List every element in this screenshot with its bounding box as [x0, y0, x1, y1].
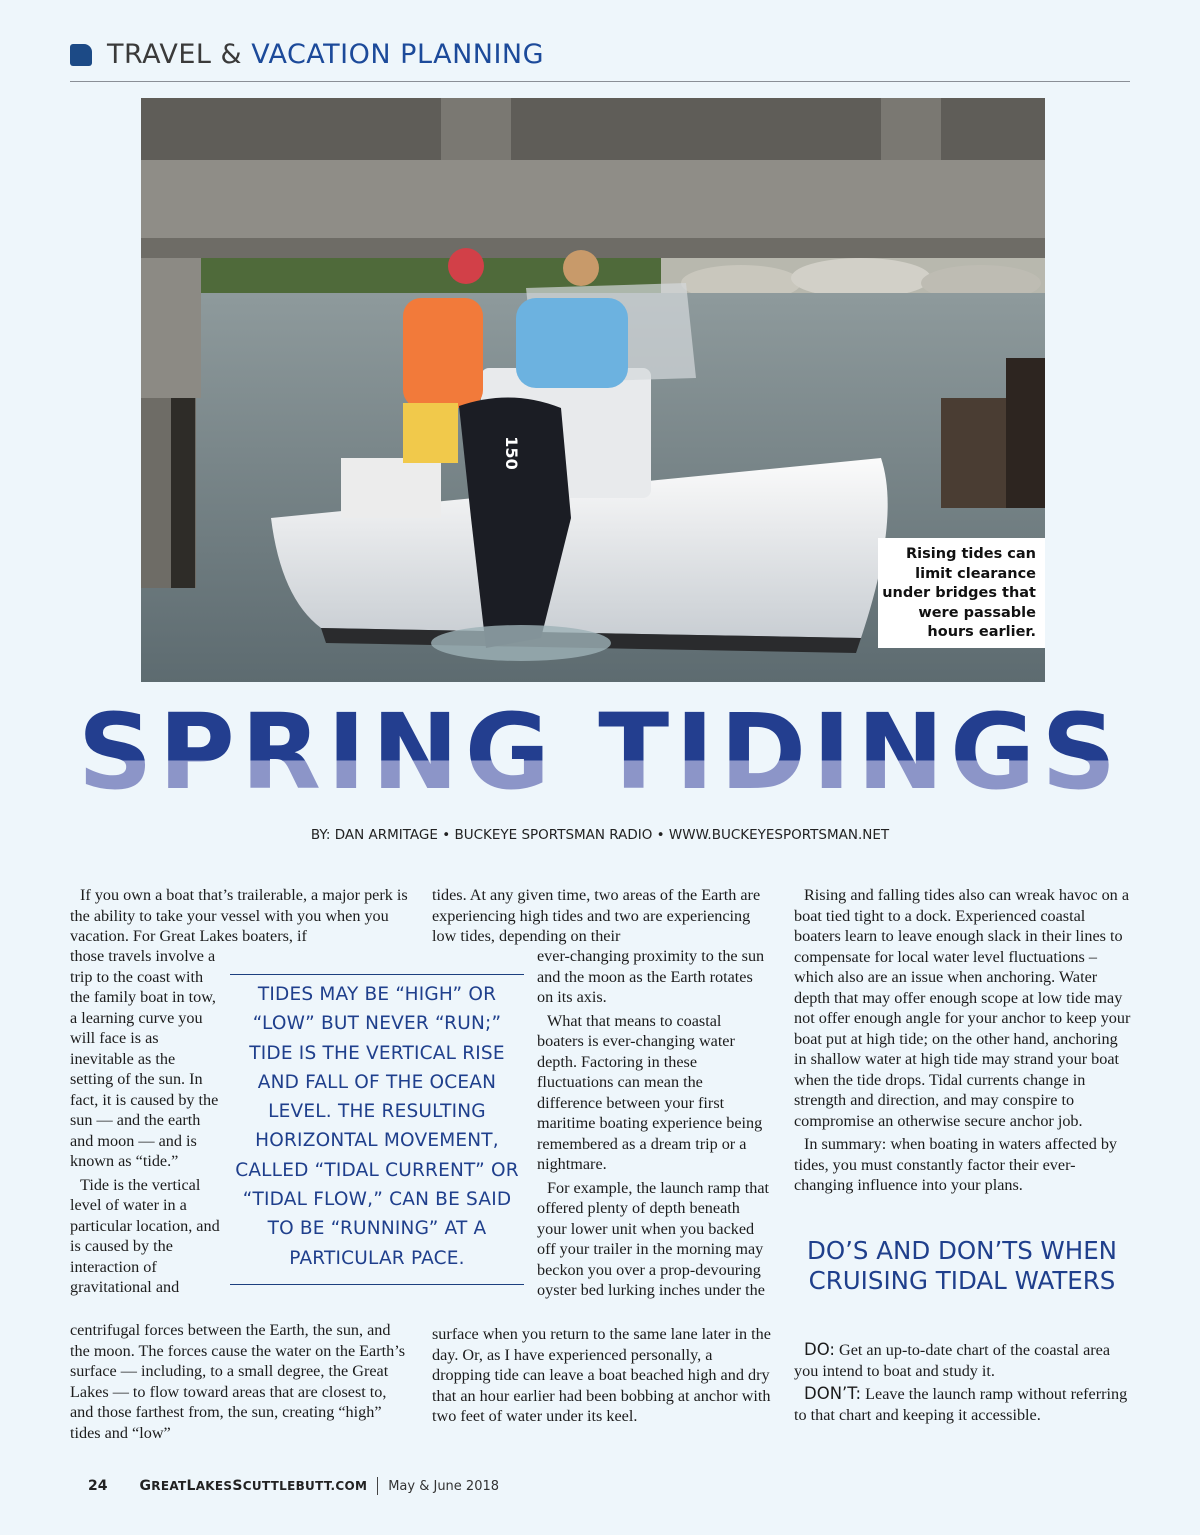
col1-top: [70, 885, 410, 947]
col1-paragraph1-start: If you own a boat that’s trailerable, a major perk is the ability to take your vessel with you when you vacation. For Great Lakes boaters, if: [70, 886, 408, 945]
section-marker-icon: [70, 44, 92, 66]
dont-label: DON’T:: [804, 1384, 862, 1403]
do-label: DO:: [804, 1340, 835, 1359]
page-number: 24: [88, 1478, 108, 1494]
col1-bottom: [70, 1320, 410, 1443]
sidebar-heading: DO’S AND DON’TS WHEN CRUISING TIDAL WATERS: [806, 1236, 1118, 1295]
dont-item: [794, 1384, 1130, 1425]
col3-text: [794, 885, 1134, 1196]
col1-paragraph1-cont: those travels involve a trip to the coast with the family boat in tow, a learning curve you will face is as inevitable as the setting of the sun. In fact, it is caused by the sun — and the earth and moon — and is known as “tide.”: [70, 947, 219, 1170]
section-title: [107, 38, 544, 72]
dos-and-donts-list: [794, 1340, 1130, 1425]
pull-quote-text: TIDES MAY BE “HIGH” OR “LOW” BUT NEVER “RUN;” TIDE IS THE VERTICAL RISE AND FALL OF THE OCEAN LEVEL. THE RESULTING HORIZONTAL MOVEMENT, CALLED “TIDAL CURRENT” OR “TIDAL FLOW,” CAN BE SAID TO BE “RUNNING” AT A PARTICULAR PACE.: [235, 984, 519, 1269]
engine-label: 150: [502, 436, 521, 470]
col1-paragraph2-start: Tide is the vertical level of water in a particular location, and is caused by the interaction of gravitational and: [70, 1175, 220, 1296]
col3-paragraph2: In summary: when boating in waters affected by tides, you must constantly factor their ever-changing influence into your plans.: [794, 1135, 1118, 1194]
col3-paragraph1: Rising and falling tides also can wreak havoc on a boat tied tight to a dock. Experienced coastal boaters learn to leave enough slack in their lines to compensate for local water level fluctuations – which also are an issue when anchoring. Water depth that may offer enough scope at low tide may not offer enough angle for your anchor to keep your boat put at high tide; on the other hand, anchoring in shallow water at high tide may strand your boat when the tide drops. Tidal currents change in strength and direction, and may conspire to compromise an otherwise secure anchor job.: [794, 886, 1131, 1130]
do-text: Get an up-to-date chart of the coastal area you intend to boat and study it.: [794, 1341, 1111, 1380]
section-title-part2: VACATION PLANNING: [251, 39, 545, 70]
dont-text: Leave the launch ramp without referring to that chart and keeping it accessible.: [794, 1385, 1128, 1424]
section-title-part1: TRAVEL &: [107, 39, 252, 70]
footer-divider: [377, 1477, 378, 1495]
do-item: [794, 1340, 1130, 1381]
issue-date: May & June 2018: [388, 1478, 500, 1494]
col2-paragraph1-start: tides. At any given time, two areas of the Earth are experiencing high tides and two are experiencing low tides, depending on their: [432, 886, 761, 945]
page-footer: [88, 1475, 499, 1497]
col2-paragraph3-start: For example, the launch ramp that offered plenty of depth beneath your lower unit when you backed off your trailer in the morning may beckon you over a prop-devouring oyster bed lurking inches under the: [537, 1178, 770, 1299]
col2-paragraph1-cont: ever-changing proximity to the sun and the moon as the Earth rotates on its axis.: [537, 947, 765, 1006]
article-title: SPRING TIDINGS: [0, 692, 1200, 812]
byline: BY: DAN ARMITAGE • BUCKEYE SPORTSMAN RADIO • WWW.BUCKEYESPORTSMAN.NET: [310, 827, 890, 843]
pull-quote: [230, 974, 524, 1285]
section-header: [70, 38, 1130, 82]
col1-narrow: [70, 946, 220, 1298]
col2-narrow: [537, 946, 772, 1301]
col2-top: [432, 885, 772, 947]
footer-site: GREATLAKESSCUTTLEBUTT.COM: [139, 1478, 368, 1494]
col1-paragraph2-cont: centrifugal forces between the Earth, the sun, and the moon. The forces cause the water on the Earth’s surface — including, to a small degree, the Great Lakes — to flow toward areas that are closest to, and those farthest from, the sun, creating “high” tides and “low”: [70, 1321, 406, 1442]
col2-bottom: [432, 1324, 772, 1427]
hero-photo: [141, 98, 1045, 682]
photo-caption: Rising tides can limit clearance under bridges that were passable hours earlier.: [878, 538, 1045, 648]
col2-paragraph3-cont: surface when you return to the same lane later in the day. Or, as I have experienced personally, a dropping tide can leave a boat beached high and dry that an hour earlier had been bobbing at anchor with two feet of water under its keel.: [432, 1325, 771, 1425]
col2-paragraph2: What that means to coastal boaters is ever-changing water depth. Factoring in these fluctuations can mean the difference between your first maritime boating experience being remembered as a dream trip or a nightmare.: [537, 1011, 763, 1173]
